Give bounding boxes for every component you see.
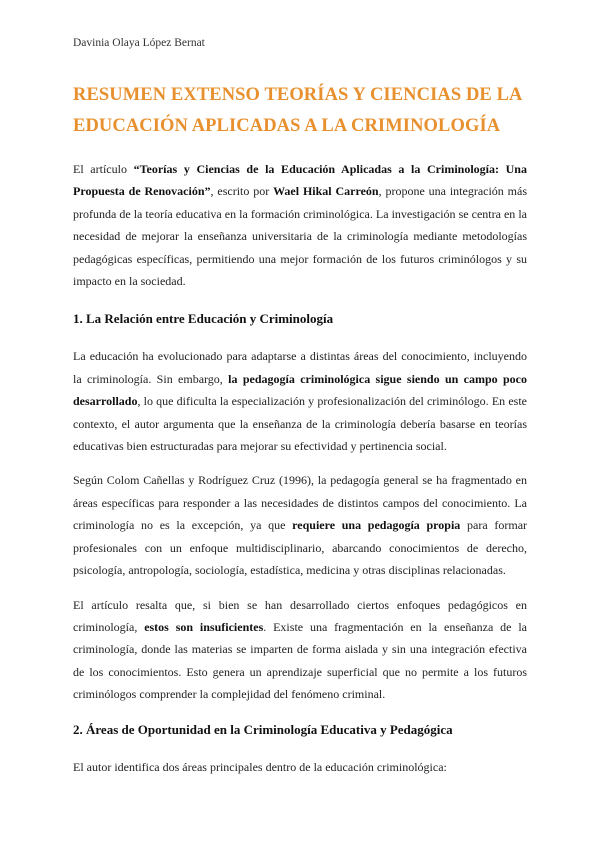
title-line-2: EDUCACIÓN APLICADAS A LA CRIMINOLOGÍA <box>73 116 501 136</box>
intro-paragraph <box>73 158 527 292</box>
article-title-bold: “Teorías y Ciencias de la Educación Aplicadas a la Criminología: Una Propuesta de Renovación” <box>73 162 527 199</box>
section-1-paragraph-3 <box>73 594 527 706</box>
title-line-1: RESUMEN EXTENSO TEORÍAS Y CIENCIAS DE LA <box>73 85 523 105</box>
s1p1-bold: la pedagogía criminológica sigue siendo un campo poco desarrollado <box>73 371 527 409</box>
intro-text-3: , propone una integración más profunda de la teoría educativa en la formación criminológica. La investigación se centra en la necesidad de mejorar la enseñanza universitaria de la criminología mediante metodologías pedagógicas específicas, permitiendo una mejor formación de los futuros criminólogos y su impacto en la sociedad. <box>73 184 527 289</box>
s1p3-text-2: . Existe una fragmentación en la enseñanza de la criminología, donde las materias se imparten de forma aislada y sin una integración efectiva de los conocimientos. Esto genera un aprendizaje superficial que no permite a los futuros criminólogos comprender la complejidad del fenómeno criminal. <box>73 619 527 702</box>
section-1-paragraph-1 <box>73 345 527 457</box>
author-name-bold: Wael Hikal Carreón <box>273 184 379 199</box>
section-2-heading: 2. Áreas de Oportunidad en la Criminología Educativa y Pedagógica <box>73 721 453 737</box>
s1p1-text-1: La educación ha evolucionado para adaptarse a distintas áreas del conocimiento, incluyendo la criminología. Sin embargo, <box>73 349 527 386</box>
s1p3-bold: estos son insuficientes <box>144 619 264 634</box>
intro-text-1: El artículo <box>73 162 134 176</box>
intro-text-2: , escrito por <box>210 184 274 199</box>
section-1-heading: 1. La Relación entre Educación y Criminología <box>73 311 334 327</box>
author-header: Davinia Olaya López Bernat <box>73 37 205 49</box>
section-2-paragraph-1: El autor identifica dos áreas principales dentro de la educación criminológica: <box>73 759 447 774</box>
s1p2-text-2: para formar profesionales con un enfoque multidisciplinario, abarcando conocimientos de derecho, psicología, antropología, sociología, estadística, medicina y otras disciplinas relacionadas. <box>73 518 528 578</box>
section-1-paragraph-2 <box>73 469 527 581</box>
s1p2-bold: requiere una pedagogía propia <box>292 518 461 533</box>
document-title <box>73 80 527 142</box>
s1p3-text-1: El artículo resalta que, si bien se han desarrollado ciertos enfoques pedagógicos en criminología, <box>73 597 527 634</box>
s1p2-text-1: Según Colom Cañellas y Rodríguez Cruz (1996), la pedagogía general se ha fragmentado en áreas específicas para responder a las necesidades de distintos campos del conocimiento. La criminología no es la excepción, ya que <box>73 473 527 533</box>
s1p1-text-2: , lo que dificulta la especialización y profesionalización del criminólogo. En este contexto, el autor argumenta que la enseñanza de la criminología debería basarse en teorías educativas bien estructuradas para mejorar su efectividad y pertinencia social. <box>73 394 527 454</box>
